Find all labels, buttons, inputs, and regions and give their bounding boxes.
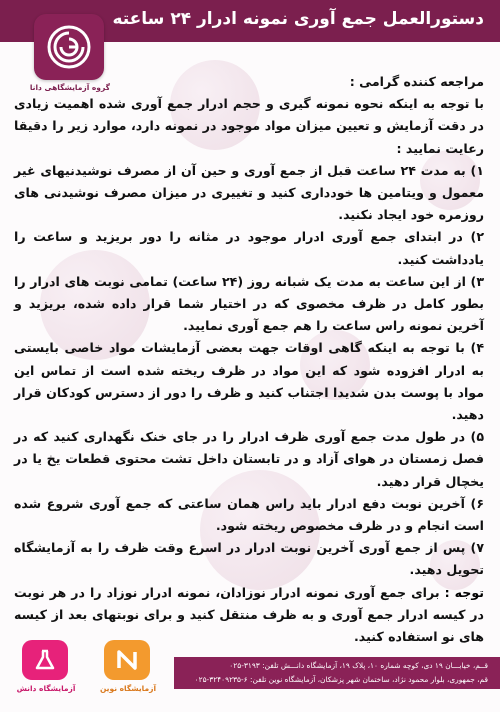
danesh-badge <box>22 640 68 680</box>
note-paragraph <box>14 582 484 649</box>
instructions-body <box>14 71 484 648</box>
dana-logo-icon <box>46 24 92 70</box>
danesh-lab-logo <box>10 640 82 700</box>
instruction-item: ۴) با توجه به اینکه گاهی اوقات جهت بعضی آزمایشات مواد خاصی بایستی به ادرار افزوده شود که این مواد در ظرف ریخته شده است از تماس این مواد با پوست بدن شدیدا اجتناب کنید و ظرف را دور از دسترس کودکان قرار دهید. <box>14 340 484 423</box>
flask-icon <box>33 648 57 672</box>
novin-address: قم، جمهوری، بلوار محمود نژاد، ساختمان شهر پزشکان، آزمایشگاه نوین تلفن: ۶-۳۲۴۰۹۲۳۵-۰۲۵ <box>194 675 488 684</box>
note-text: برای جمع آوری نمونه ادرار نوزادان، نمونه ادرار نوزاد را در هر نوبت در کیسه ادرار جمع آوری و به ظرف منتقل کنید و برای نوبتهای بعد از کیسه های نو استفاده کنید. <box>14 584 484 645</box>
instruction-item: ۶) آخرین نوبت دفع ادرار باید راس همان ساعتی که جمع آوری شروع شده است انجام و در ظرف مخصوص ریخته شود. <box>14 495 484 534</box>
page-title: دستورالعمل جمع آوری نمونه ادرار ۲۴ ساعته <box>112 9 484 29</box>
instruction-item: ۷) پس از جمع آوری آخرین نوبت ادرار در اسرع وقت ظرف را به آزمایشگاه تحویل دهید. <box>14 540 484 578</box>
danesh-caption: آزمایشگاه دانش <box>16 684 76 693</box>
novin-lab-logo <box>92 640 164 700</box>
novin-n-icon <box>115 648 139 672</box>
danesh-address: قــم، خیابـــان ۱۹ دی، کوچه شماره ۱۰، پلاک ۱۹، آزمایشگاه دانـــش تلفن: ۳۱۹۳-۰۲۵ <box>229 661 488 670</box>
instruction-item: ۳) از این ساعت به مدت یک شبانه روز (۲۴ ساعت) تمامی نوبت های ادرار را بطور کامل در ظرف مخصوی که در اختیار شما قرار داده شده، بریزید و آخرین نمونه راس ساعت را هم جمع آوری نمایید. <box>14 273 484 334</box>
footer-contact-bar <box>174 657 500 689</box>
instruction-item: ۲) در ابتدای جمع آوری ادرار موجود در مثانه را دور بریزید و ساعت را یادداشت کنید. <box>14 229 484 267</box>
note-label: توجه : <box>444 584 484 600</box>
intro-paragraph: با توجه به اینکه نحوه نمونه گیری و حجم ادرار جمع آوری شده اهمیت زیادی در دقت آزمایش و تعیین میزان مواد موجود در نمونه دارد، موارد زیر را دقیقا رعایت نمایید : <box>14 96 484 156</box>
instruction-item: ۵) در طول مدت جمع آوری ظرف ادرار را در جای خنک نگهداری کنید که در فصل زمستان در هوای آزاد و در تابستان داخل تشت محتوی قطعات یخ یا در یخچال قرار دهید. <box>14 429 484 489</box>
instruction-item: ۱) به مدت ۲۴ ساعت قبل از جمع آوری و حین آن از مصرف نوشیدنیهای غیر معمول و ویتامین ها خودداری کنید و تغییری در میزان مصرف نوشیدنی های روزمره خود ایجاد نکنید. <box>14 162 484 223</box>
greeting: مراجعه کننده گرامی : <box>349 74 484 89</box>
logo-caption: گروه آزمایشگاهی دانا <box>29 83 110 92</box>
novin-caption: آزمایشگاه نوین <box>99 684 157 693</box>
novin-badge <box>104 640 150 680</box>
